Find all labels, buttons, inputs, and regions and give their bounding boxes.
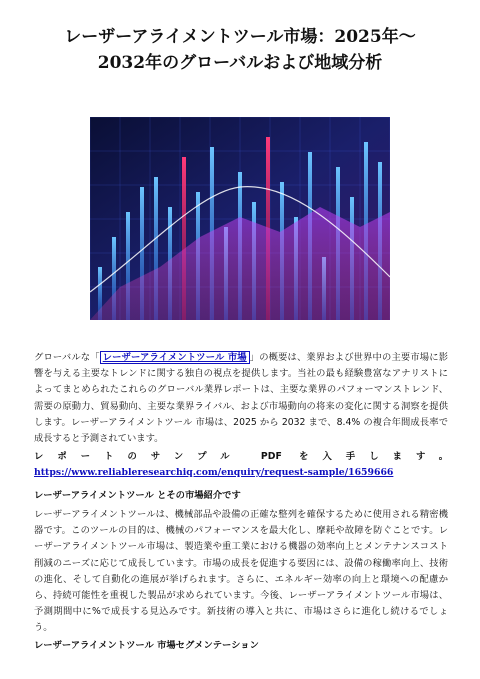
intro-before: グローバルな「: [34, 352, 100, 363]
market-link[interactable]: レーザーアライメントツール 市場: [100, 351, 250, 364]
title-line-1: レーザーアライメントツール市場：2025年〜: [64, 27, 416, 47]
intro-after: 」の概要は、業界および世界中の主要市場に影響を与える主要なトレンドに関する独自の視点を提供します。当社の最も経験豊富なアナリストによってまとめられたこれらのグローバル業界レポートは、主要な業界のパフォーマンストレンド、需要の原動力、貿易動向、主要な業界ライバル、および市場動向の将来の変化に関する洞察を提供します。レーザーアライメントツール 市場は、2025 から 2032 まで、8.4% の複合年間成長率で成長すると予測されています。: [34, 352, 448, 445]
sample-label: レポートのサンプル PDF を入手します。: [34, 451, 448, 462]
hero-chart-graphic: [90, 117, 390, 320]
sample-paragraph: [34, 449, 448, 481]
sample-url-link[interactable]: https://www.reliableresearchiq.com/enquiry/request-sample/1659666: [34, 467, 394, 479]
page-title: [30, 24, 450, 76]
hero-image: [90, 117, 390, 320]
section2-heading: レーザーアライメントツール 市場セグメンテーション: [34, 640, 259, 651]
title-line-2: 2032年のグローバルおよび地域分析: [97, 53, 383, 73]
section1-body: レーザーアライメントツールは、機械部品や設備の正確な整列を確保するために使用される精密機器です。このツールの目的は、機械のパフォーマンスを最大化し、摩耗や故障を防ぐことです。レーザーアライメントツール市場は、製造業や重工業における機器の効率向上とメンテナンスコスト削減のニーズに応じて成長しています。市場の成長を促進する要因には、設備の稼働率向上、技術の進化、そして自動化の進展が挙げられます。さらに、エネルギー効率の向上と環境への配慮から、持続可能性を重視した製品が求められています。今後、レーザーアライメントツール市場は、予測期間中に%で成長する見込みです。新技術の導入と共に、市場はさらに進化し続けるでしょう。: [34, 509, 448, 634]
section1-heading: レーザーアライメントツール とその市場紹介です: [34, 490, 241, 501]
intro-paragraph: [34, 350, 448, 447]
